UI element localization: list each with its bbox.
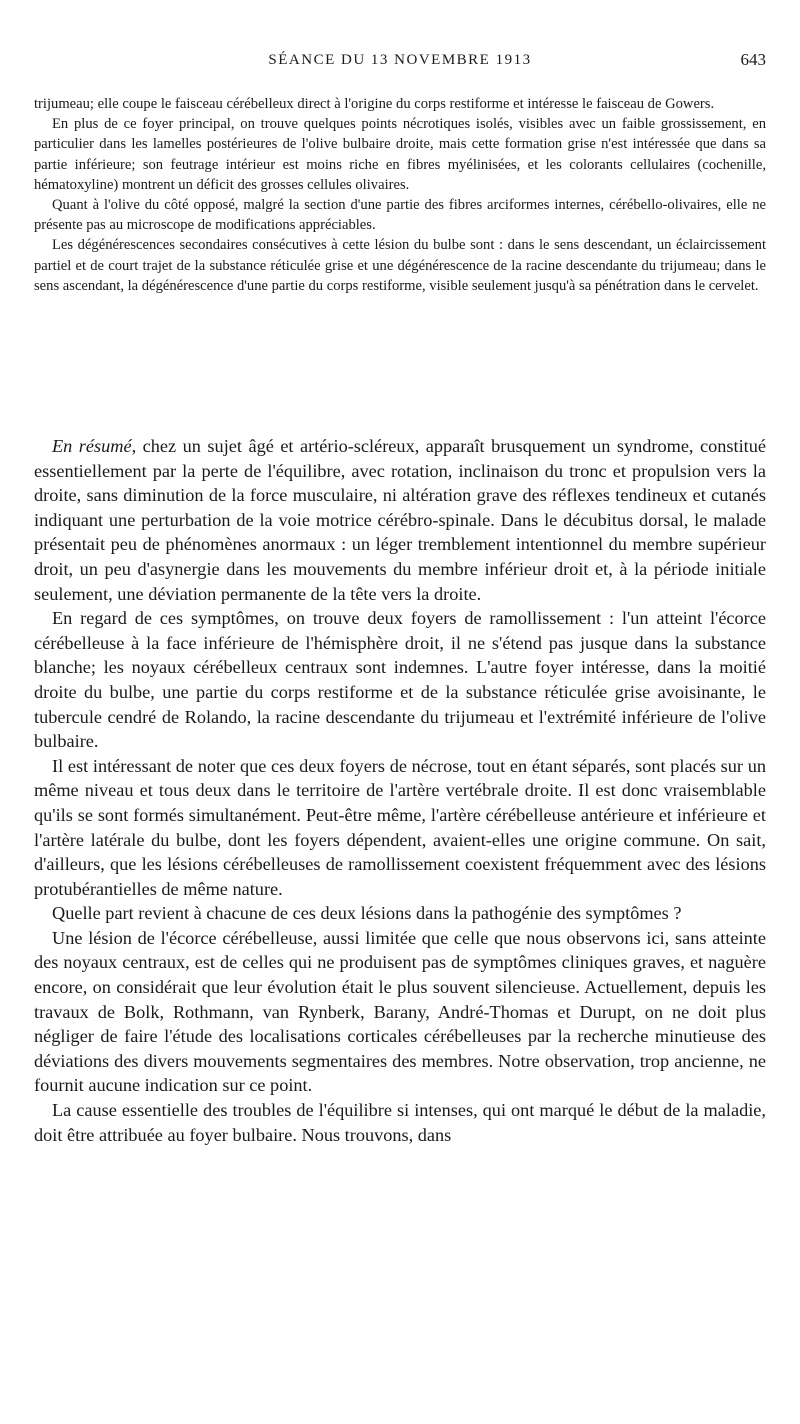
body-paragraph: En regard de ces symptômes, on trouve deux foyers de ramollissement : l'un atteint l'écorce cérébelleuse à la face inférieure de l'hémisphère droit, il ne s'étend pas jusque dans la substance blanche; les noyaux cérébelleux centraux sont indemnes. L'autre foyer intéresse, dans la moitié droite du bulbe, une partie du corps restiforme et de la substance réticulée grise avoisinante, le tubercule cendré de Rolando, la racine descendante du trijumeau et l'extrémité inférieure de l'olive bulbaire.: [34, 608, 766, 752]
page-number: 643: [740, 50, 766, 69]
small-paragraph: Les dégénérescences secondaires consécutives à cette lésion du bulbe sont : dans le sens descendant, un éclaircissement partiel et de court trajet de la substance réticulée grise et une dégénérescence de la racine descendante du trijumeau; dans le sens ascendant, la dégénérescence d'une partie du corps restiforme, visible seulement jusqu'à sa pénétration dans le cervelet.: [34, 237, 766, 294]
body-paragraph: Il est intéressant de noter que ces deux foyers de nécrose, tout en étant séparés, sont placés sur un même niveau et tous deux dans le territoire de l'artère vertébrale droite. Il est donc vraisemblable qu'ils se sont formés simultanément. Peut-être même, l'artère cérébelleuse antérieure et inférieure et l'artère latérale du bulbe, dont les foyers dépendent, avaient-elles une origine commune. On sait, d'ailleurs, que les lésions cérébelleuses de ramollissement coexistent fréquemment avec des lésions protubérantielles de même nature.: [34, 755, 766, 899]
body-paragraph: Une lésion de l'écorce cérébelleuse, aussi limitée que celle que nous observons ici, sans atteinte des noyaux centraux, est de celles qui ne produisent pas de symptômes cliniques graves, et naguère encore, on considérait que leur évolution était le plus souvent silencieuse. Actuellement, depuis les travaux de Bolk, Rothmann, van Rynberk, Barany, André-Thomas et Durupt, on ne doit plus négliger de faire l'étude des localisations corticales cérébelleuses par la recherche minutieuse des déviations des divers mouvements segmentaires des membres. Notre observation, trop ancienne, ne fournit aucune indication sur ce point.: [34, 927, 766, 1096]
small-paragraph: trijumeau; elle coupe le faisceau cérébelleux direct à l'origine du corps restiforme et intéresse le faisceau de Gowers.: [34, 96, 715, 112]
summary-body: chez un sujet âgé et artério-scléreux, apparaît brusquement un syndrome, constitué essentiellement par la perte de l'équilibre, avec rotation, inclinaison du tronc et propulsion vers la droite, sans diminution de la force musculaire, ni altération grave des réflexes tendineux et cutanés indiquant une perturbation de la voie motrice cérébro-spinale. Dans le décubitus dorsal, le malade présentait peu de phénomènes anormaux : un léger tremblement intentionnel du membre supérieur droit, un peu d'asynergie dans les mouvements du membre inférieur droit et, à la période initiale seulement, une déviation permanente de la tête vers la droite.: [34, 436, 767, 604]
small-paragraph: En plus de ce foyer principal, on trouve quelques points nécrotiques isolés, visibles avec un faible grossissement, en particulier dans les lamelles postérieures de l'olive bulbaire droite, mais cette formation grise n'est intéressée que dans sa partie inférieure; son feutrage intérieur est moins riche en fibres myélinisées, et les colorants cellulaires (cochenille, hématoxyline) montrent un déficit des grosses cellules olivaires.: [34, 116, 766, 193]
main-text-section: [34, 434, 766, 1147]
small-print-section: [34, 94, 766, 296]
small-paragraph: Quant à l'olive du côté opposé, malgré la section d'une partie des fibres arciformes internes, cérébello-olivaires, elle ne présente pas au microscope de modifications appréciables.: [34, 197, 766, 234]
body-paragraph: Quelle part revient à chacune de ces deux lésions dans la pathogénie des symptômes ?: [52, 903, 682, 924]
summary-lead: En résumé,: [52, 436, 137, 456]
running-title: SÉANCE DU 13 NOVEMBRE 1913: [268, 52, 532, 68]
body-paragraph: La cause essentielle des troubles de l'équilibre si intenses, qui ont marqué le début de la maladie, doit être attribuée au foyer bulbaire. Nous trouvons, dans: [34, 1100, 766, 1145]
summary-paragraph: [34, 434, 766, 606]
running-header: [34, 52, 766, 76]
